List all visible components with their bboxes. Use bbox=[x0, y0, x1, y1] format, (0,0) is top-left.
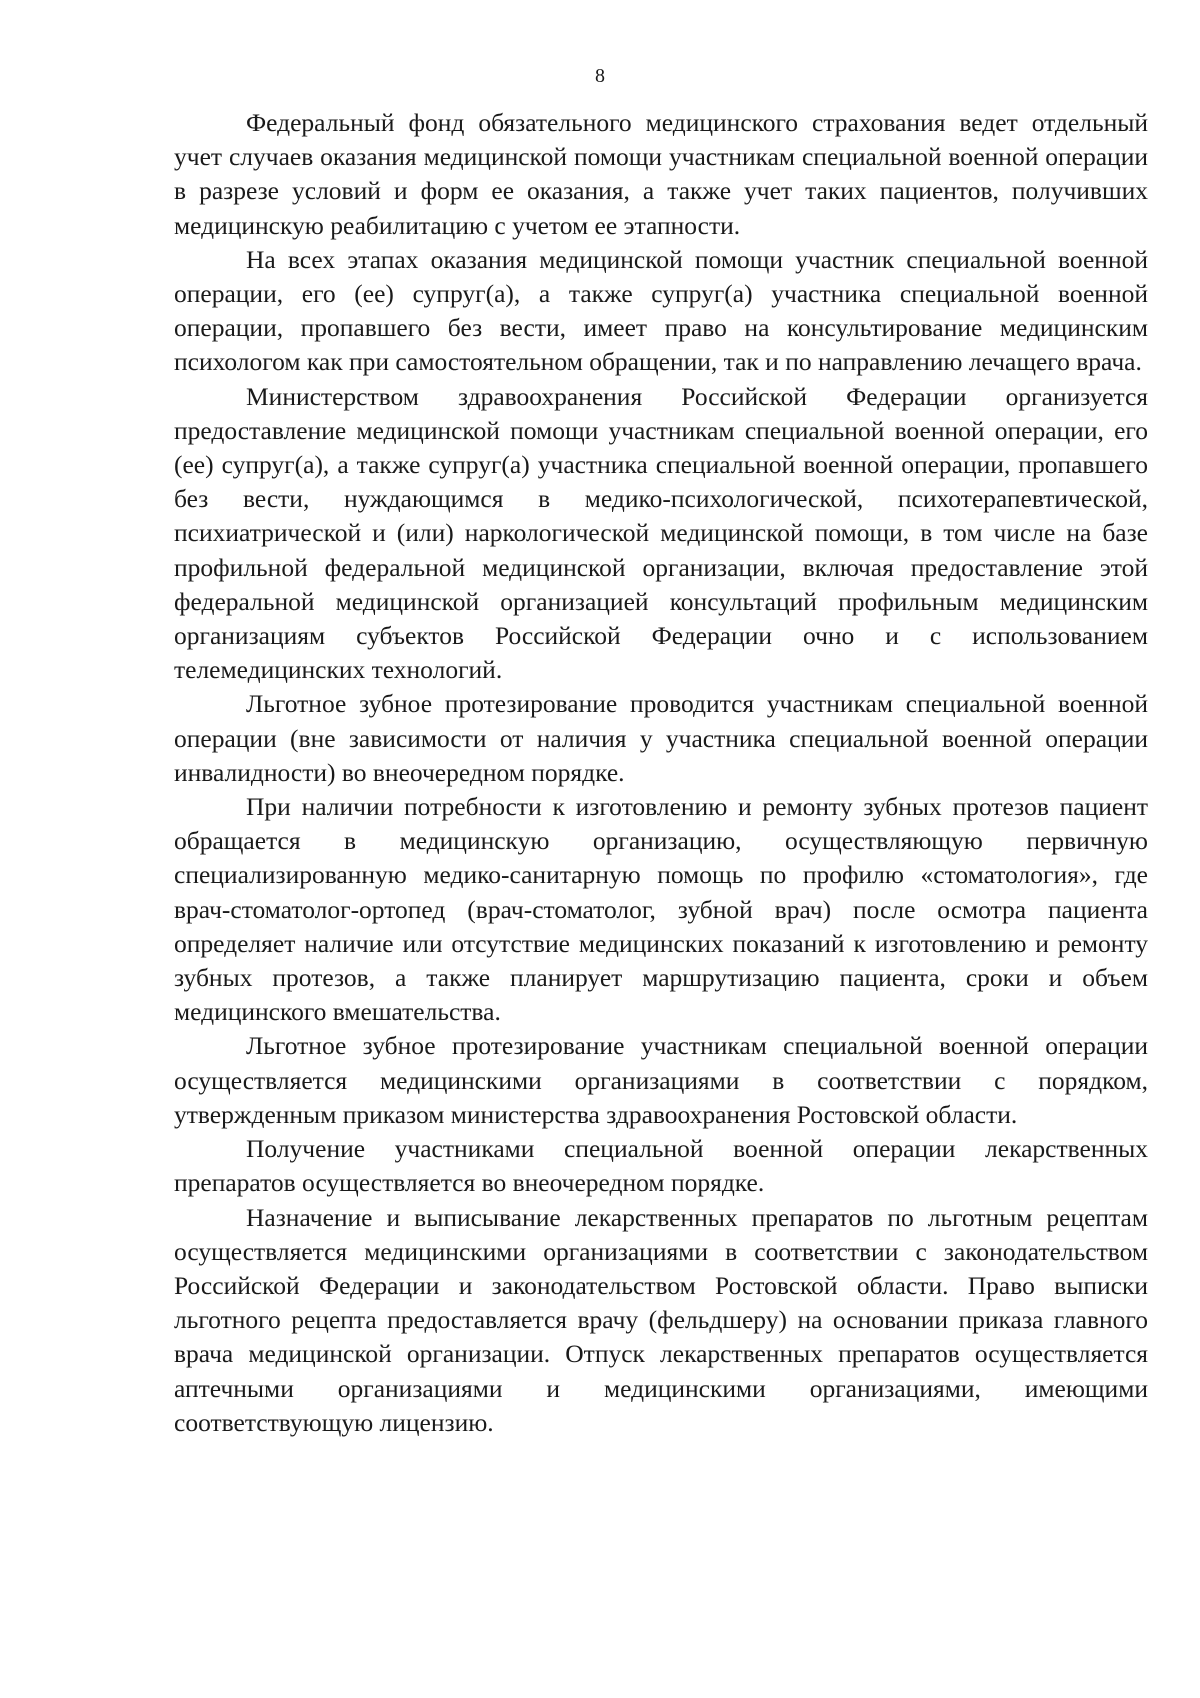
paragraph-medicines-priority: Получение участниками специальной военной операции лекарственных препаратов осуществляется во внеочередном порядке. bbox=[174, 1134, 1148, 1198]
page-number: 8 bbox=[595, 65, 605, 87]
paragraph-psychologist-consultation: На всех этапах оказания медицинской помощи участник специальной военной операции, его (ее) супруг(а), а также супруг(а) участника специальной военной операции, пропавшего без вести, имеет право на консультирование медицинским психологом как при самостоятельном обращении, так и по направлению лечащего врача. bbox=[174, 244, 1148, 377]
paragraph-ministry-mental-health-care: Министерством здравоохранения Российской Федерации организуется предоставление медицинской помощи участникам специальной военной операции, его (ее) супруг(а), а также супруг(а) участника специальной военной операции, пропавшего без вести, нуждающимся в медико-психологической, психотерапевтической, психиатрической и (или) наркологической медицинской помощи, в том числе на базе профильной федеральной медицинской организации, включая предоставление этой федеральной медицинской организацией консультаций профильным медицинским организациям субъектов Российской Федерации очно и с использованием телемедицинских технологий. bbox=[174, 381, 1148, 685]
paragraph-dental-prosthetics-order: Льготное зубное протезирование участникам специальной военной операции осуществляется медицинскими организациями в соответствии с порядком, утвержденным приказом министерства здравоохранения Ростовской области. bbox=[174, 1031, 1148, 1129]
paragraph-ffoms-accounting: Федеральный фонд обязательного медицинского страхования ведет отдельный учет случаев оказания медицинской помощи участникам специальной военной операции в разрезе условий и форм ее оказания, а также учет таких пациентов, получивших медицинскую реабилитацию с учетом ее этапности. bbox=[174, 108, 1148, 240]
paragraph-preferential-prescriptions: Назначение и выписывание лекарственных препаратов по льготным рецептам осуществляется медицинскими организациями в соответствии с законодательством Российской Федерации и законодательством Ростовской области. Право выписки льготного рецепта предоставляется врачу (фельдшеру) на основании приказа главного врача медицинской организации. Отпуск лекарственных препаратов осуществляется аптечными организациями и медицинскими организациями, имеющими соответствующую лицензию. bbox=[174, 1202, 1148, 1437]
paragraph-dental-prosthetics-priority: Льготное зубное протезирование проводится участникам специальной военной операции (вне зависимости от наличия у участника специальной военной операции инвалидности) во внеочередном порядке. bbox=[174, 689, 1148, 787]
paragraph-dental-prosthetics-procedure: При наличии потребности к изготовлению и ремонту зубных протезов пациент обращается в медицинскую организацию, осуществляющую первичную специализированную медико-санитарную помощь по профилю «стоматология», где врач-стоматолог-ортопед (врач-стоматолог, зубной врач) после осмотра пациента определяет наличие или отсутствие медицинских показаний к изготовлению и ремонту зубных протезов, а также планирует маршрутизацию пациента, сроки и объем медицинского вмешательства. bbox=[174, 792, 1148, 1027]
document-body bbox=[174, 106, 1148, 1440]
